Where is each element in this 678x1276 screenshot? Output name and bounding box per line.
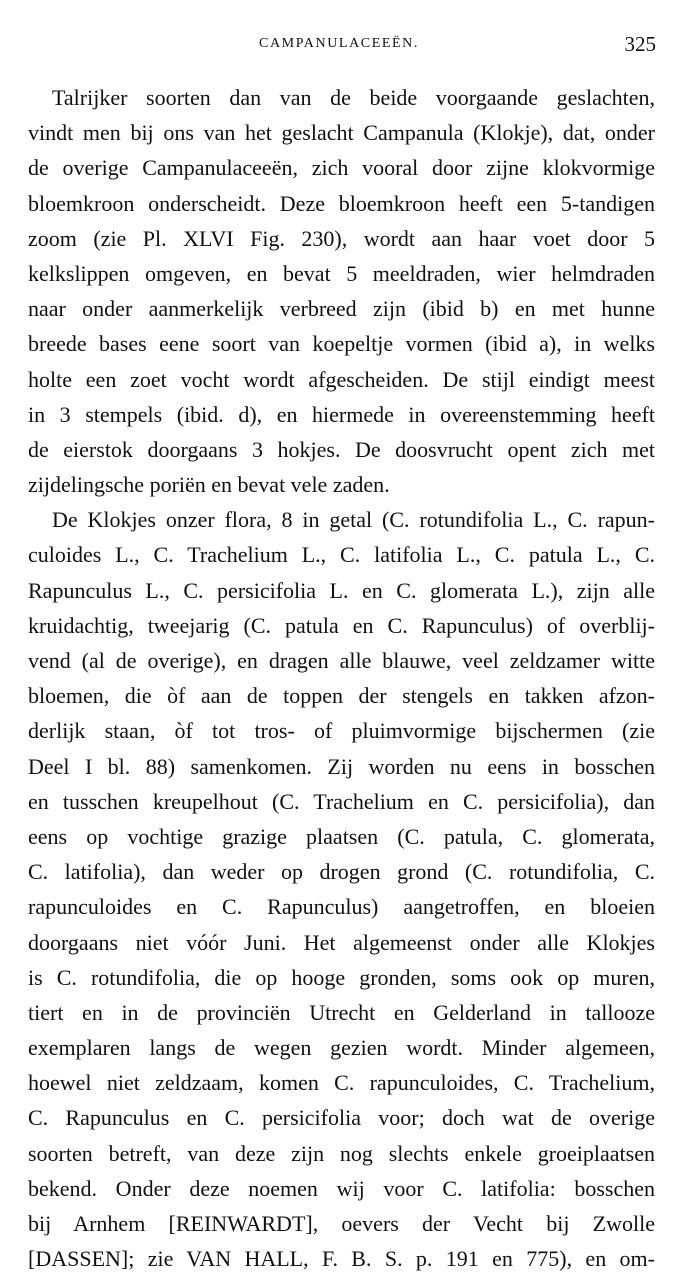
text-line: is C. rotundifolia, die op hooge gronden, soms ook op muren, [28,964,655,990]
text-line: rapunculoides en C. Rapunculus) aangetroffen, en bloeien [28,894,655,920]
text-line: bij Arnhem [REINWARDT], oevers der Vecht bij Zwolle [28,1211,655,1236]
text-line: en tusschen kreupelhout (C. Trachelium en C. persicifolia), dan [28,788,655,814]
text-line: bloemen, die òf aan de toppen der stengels en takken afzon- [28,683,655,709]
text-line: de eierstok doorgaans 3 hokjes. De doosvrucht opent zich met [28,436,655,462]
text-line: doorgaans niet vóór Juni. Het algemeenst onder alle Klokjes [28,929,655,955]
text-line: zoom (zie Pl. XLVI Fig. 230), wordt aan haar voet door 5 [28,225,655,251]
text-line: kruidachtig, tweejarig (C. patula en C. Rapunculus) of overblij- [28,612,655,638]
text-line: Rapunculus L., C. persicifolia L. en C. glomerata L.), zijn alle [28,577,655,603]
running-title: CAMPANULACEEËN. [259,36,419,51]
body-text [28,80,655,1276]
text-line: naar onder aanmerkelijk verbreed zijn (ibid b) en met hunne [28,296,655,322]
text-line: tiert en in de provinciën Utrecht en Gelderland in tallooze [28,999,655,1025]
page-number: 325 [624,32,656,56]
text-line: De Klokjes onzer flora, 8 in getal (C. rotundifolia L., C. rapun- [52,507,655,533]
text-line: soorten betreft, van deze zijn nog slechts enkele groeiplaatsen [28,1140,655,1166]
text-line: bekend. Onder deze noemen wij voor C. latifolia: bosschen [28,1175,655,1201]
text-line: zijdelingsche poriën en bevat vele zaden. [28,472,390,498]
text-line: hoewel niet zeldzaam, komen C. rapunculoides, C. Trachelium, [28,1070,655,1096]
text-line: de overige Campanulaceeën, zich vooral door zijne klokvormige [28,155,655,181]
text-line: Talrijker soorten dan van de beide voorgaande geslachten, [52,85,655,110]
text-line: eens op vochtige grazige plaatsen (C. patula, C. glomerata, [28,823,655,849]
text-line: vindt men bij ons van het geslacht Campanula (Klokje), dat, onder [28,120,655,146]
text-line: C. latifolia), dan weder op drogen grond (C. rotundifolia, C. [28,859,655,885]
text-line: exemplaren langs de wegen gezien wordt. Minder algemeen, [28,1035,655,1061]
text-line: C. Rapunculus en C. persicifolia voor; doch wat de overige [28,1105,655,1131]
text-line: [DASSEN]; zie VAN HALL, F. B. S. p. 191 en 775), en om- [28,1246,655,1272]
text-line: in 3 stempels (ibid. d), en hiermede in overeenstemming heeft [28,401,655,427]
text-line: breede bases eene soort van koepeltje vormen (ibid a), in welks [28,331,655,357]
text-line: derlijk staan, òf tot tros- of pluimvormige bijschermen (zie [28,718,655,744]
text-line: holte een zoet vocht wordt afgescheiden. De stijl eindigt meest [28,366,655,392]
text-line: culoides L., C. Trachelium L., C. latifolia L., C. patula L., C. [28,542,655,568]
text-line: bloemkroon onderscheidt. Deze bloemkroon heeft een 5-tandigen [28,190,655,216]
text-line: kelkslippen omgeven, en bevat 5 meeldraden, wier helmdraden [28,260,655,286]
running-head [0,34,678,58]
text-line: Deel I bl. 88) samenkomen. Zij worden nu eens in bosschen [28,753,655,779]
text-line: vend (al de overige), en dragen alle blauwe, veel zeldzamer witte [28,648,655,673]
